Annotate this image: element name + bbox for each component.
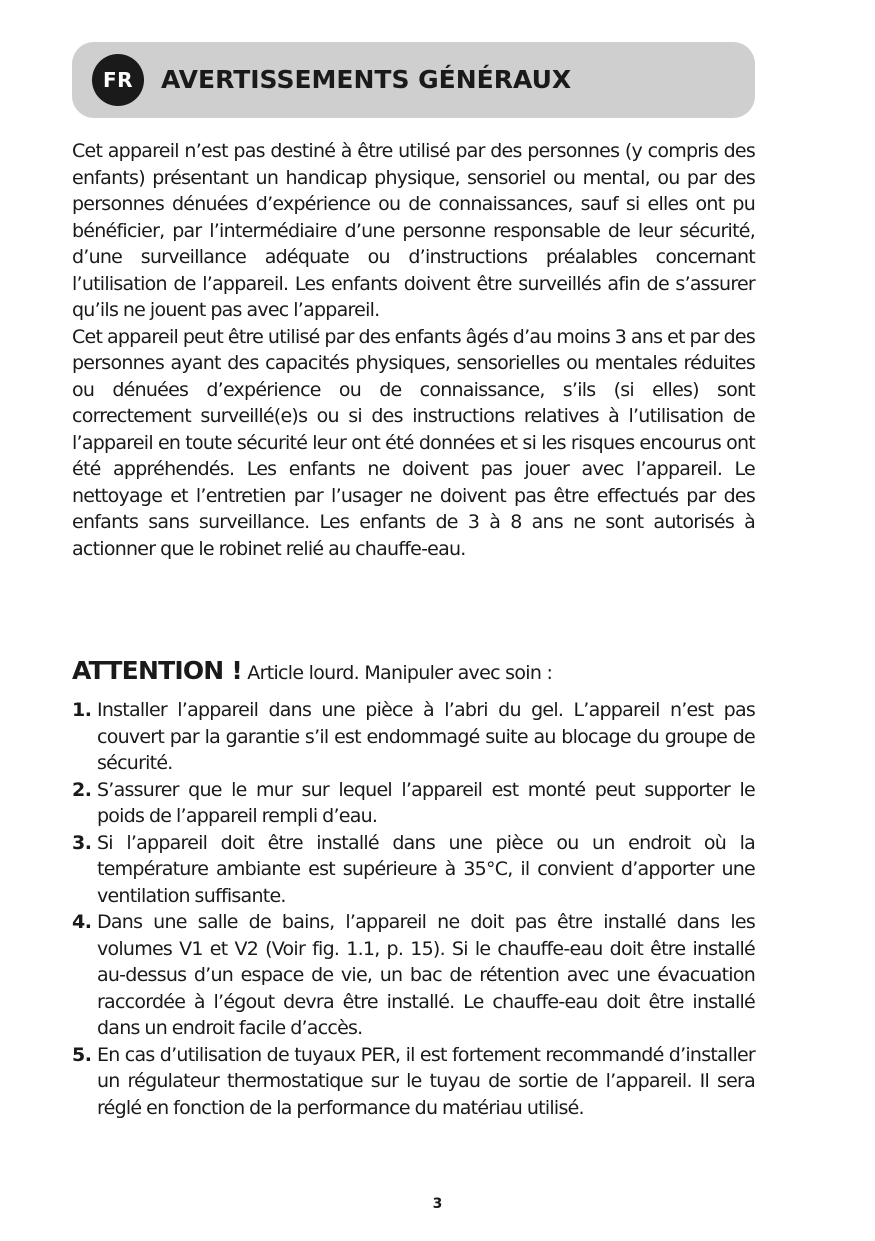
general-warnings-text bbox=[72, 138, 755, 562]
warning-paragraph: Cet appareil peut être utilisé par des enfants âgés d’au moins 3 ans et par des personnes ayant des capacités physiques, sensorielles ou mentales réduites ou dénuées d’expérience ou de connaissance, s’ils (si elles) sont correctement surveillé(e)s ou si des instructions relatives à l’utilisation de l’appareil en toute sécurité leur ont été données et si les risques encourus ont été appréhendés. Les enfants ne doivent pas jouer avec l’appareil. Le nettoyage et l’entretien par l’usager ne doivent pas être effectués par des enfants sans surveillance. Les enfants de 3 à 8 ans ne sont autorisés à actionner que le robinet relié au chauffe-eau. bbox=[72, 325, 755, 560]
list-item-number: 3. bbox=[72, 831, 92, 854]
page-number: 3 bbox=[432, 1196, 443, 1212]
list-item-number: 4. bbox=[72, 911, 92, 933]
attention-label: ATTENTION ! bbox=[72, 656, 242, 685]
language-badge: FR bbox=[92, 54, 144, 106]
attention-notice bbox=[72, 654, 755, 690]
installation-instructions-list bbox=[72, 697, 755, 1121]
list-item bbox=[72, 697, 755, 777]
list-item-text: Dans une salle de bains, l’appareil ne doit pas être installé dans les volumes V1 et V2 (Voir fig. 1.1, p. 15). Si le chauffe-eau doit être installé au-dessus d’un espace de vie, un bac de rétention avec une évacuation raccordée à l’égout devra être installé. Le chauffe-eau doit être installé dans un endroit facile d’accès. bbox=[97, 911, 755, 1039]
list-item-text: En cas d’utilisation de tuyaux PER, il est fortement recommandé d’installer un régulateur thermostatique sur le tuyau de sortie de l’appareil. Il sera réglé en fonction de la performance du matériau utilisé. bbox=[97, 1043, 755, 1119]
warning-paragraph: Cet appareil n’est pas destiné à être utilisé par des personnes (y compris des enfants) présentant un handicap physique, sensoriel ou mental, ou par des personnes dénuées d’expérience ou de connaissances, sauf si elles ont pu bénéficier, par l’intermédiaire d’une personne responsable de leur sécurité, d’une surveillance adéquate ou d’instructions préalables concernant l’utilisation de l’appareil. Les enfants doivent être surveillés afin de s’assurer qu’ils ne jouent pas avec l’appareil. bbox=[72, 140, 755, 321]
list-item-number: 1. bbox=[72, 699, 92, 721]
list-item-text: Si l’appareil doit être installé dans une pièce ou un endroit où la température ambiante est supérieure à 35°C, il convient d’apporter une ventilation suffisante. bbox=[97, 831, 755, 907]
list-item-text: S’assurer que le mur sur lequel l’appareil est monté peut supporter le poids de l’appareil rempli d’eau. bbox=[97, 778, 755, 827]
list-item-text: Installer l’appareil dans une pièce à l’abri du gel. L’appareil n’est pas couvert par la garantie s’il est endommagé suite au blocage du groupe de sécurité. bbox=[97, 699, 755, 774]
list-item bbox=[72, 777, 755, 830]
list-item bbox=[72, 1042, 755, 1122]
list-item bbox=[72, 830, 755, 910]
page-title: AVERTISSEMENTS GÉNÉRAUX bbox=[161, 65, 572, 94]
list-item-number: 2. bbox=[72, 778, 92, 801]
list-item bbox=[72, 909, 755, 1042]
list-item-number: 5. bbox=[72, 1043, 92, 1066]
attention-text: Article lourd. Manipuler avec soin : bbox=[247, 662, 553, 684]
